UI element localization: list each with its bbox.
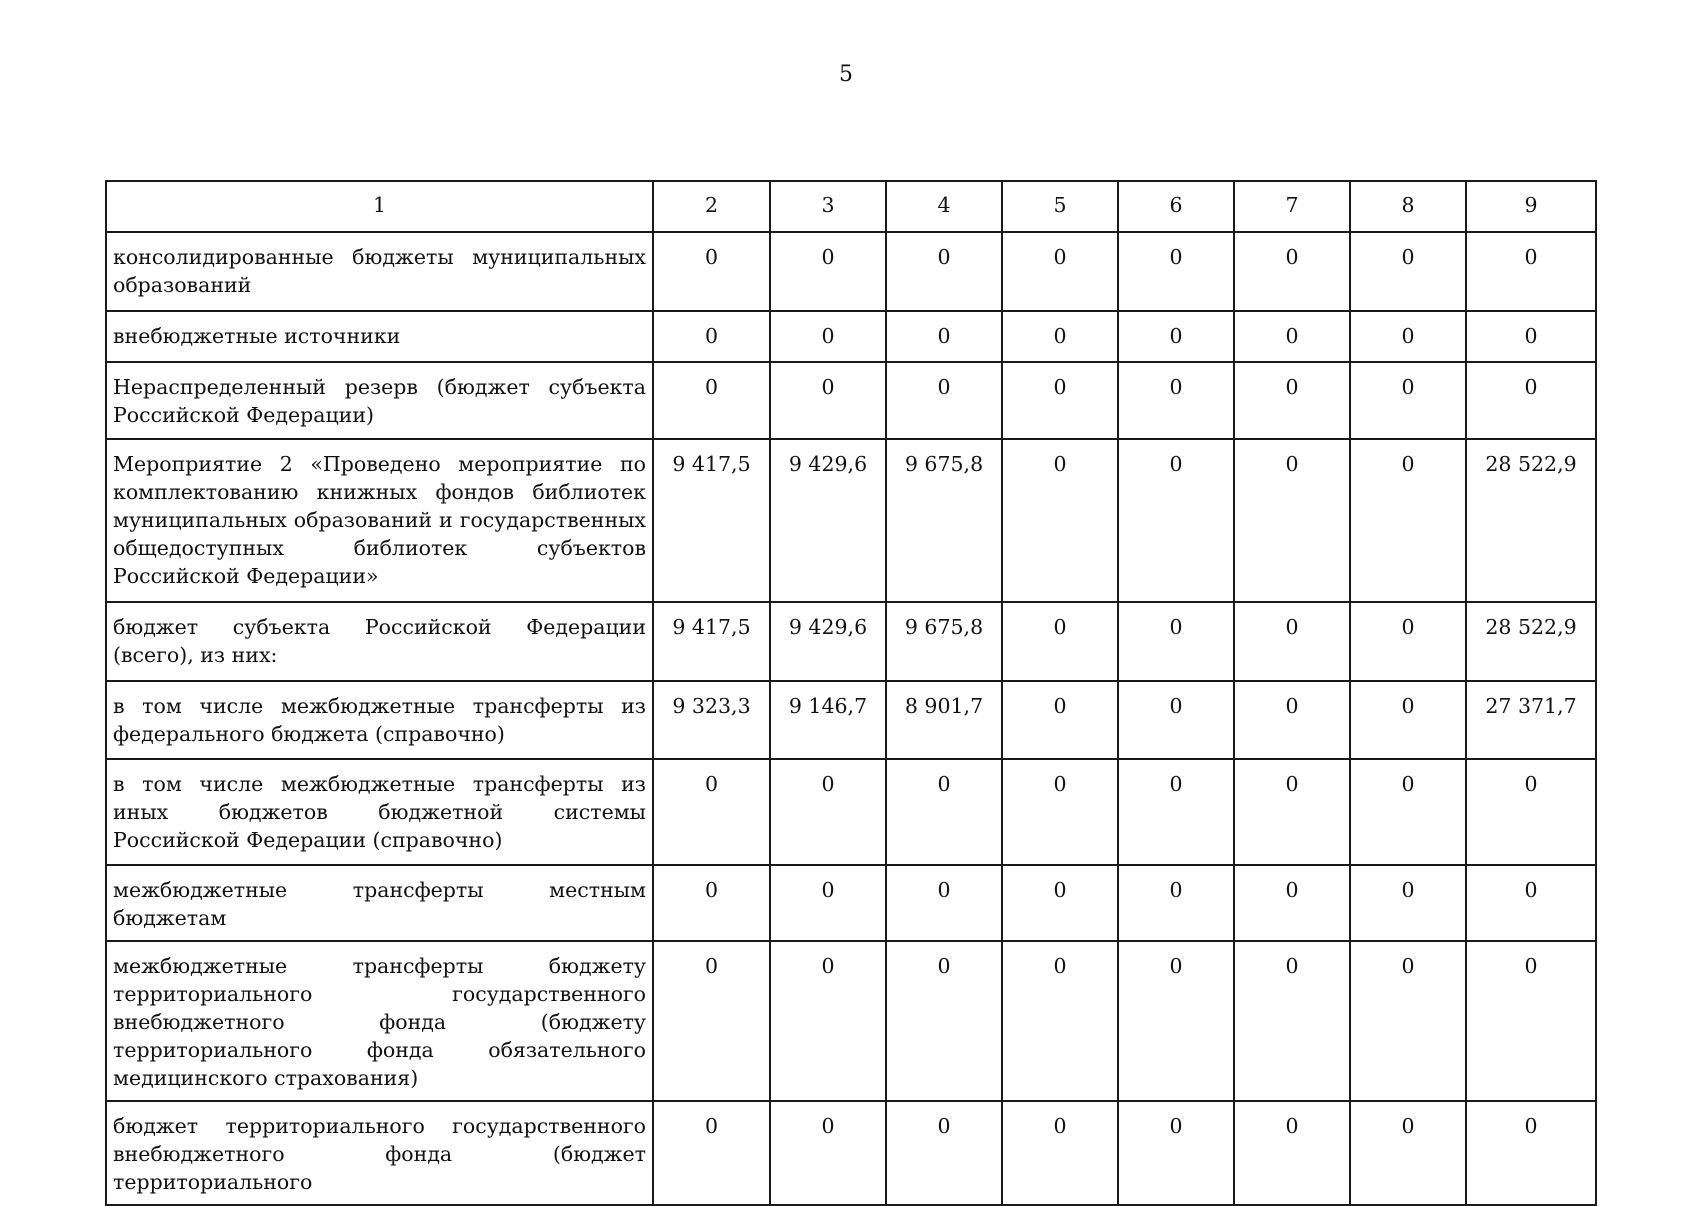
row-name-cell: внебюджетные источники bbox=[106, 311, 653, 362]
value-cell: 0 bbox=[1118, 232, 1234, 311]
value-cell: 0 bbox=[1118, 362, 1234, 439]
value-cell: 0 bbox=[653, 311, 770, 362]
header-cell: 9 bbox=[1466, 181, 1596, 232]
value-cell: 0 bbox=[1234, 439, 1350, 602]
header-cell: 2 bbox=[653, 181, 770, 232]
value-cell: 0 bbox=[1350, 941, 1466, 1101]
value-cell: 0 bbox=[1350, 681, 1466, 759]
value-cell: 0 bbox=[1234, 232, 1350, 311]
value-cell: 0 bbox=[1350, 439, 1466, 602]
value-cell: 0 bbox=[1234, 865, 1350, 941]
value-cell: 9 675,8 bbox=[886, 439, 1002, 602]
table-row bbox=[106, 681, 1596, 759]
value-cell: 0 bbox=[1350, 1101, 1466, 1205]
value-cell: 0 bbox=[1002, 311, 1118, 362]
value-cell: 0 bbox=[653, 1101, 770, 1205]
value-cell: 0 bbox=[1466, 759, 1596, 865]
row-name-cell: межбюджетные трансферты местным бюджетам bbox=[106, 865, 653, 941]
value-cell: 0 bbox=[770, 1101, 886, 1205]
value-cell: 9 417,5 bbox=[653, 602, 770, 681]
header-cell: 5 bbox=[1002, 181, 1118, 232]
value-cell: 0 bbox=[1002, 602, 1118, 681]
value-cell: 0 bbox=[1234, 941, 1350, 1101]
value-cell: 0 bbox=[1118, 311, 1234, 362]
value-cell: 0 bbox=[1350, 232, 1466, 311]
value-cell: 0 bbox=[1466, 941, 1596, 1101]
page-number: 5 bbox=[839, 62, 853, 87]
value-cell: 0 bbox=[1234, 311, 1350, 362]
budget-table bbox=[105, 180, 1597, 1206]
value-cell: 0 bbox=[1118, 759, 1234, 865]
table-header-row bbox=[106, 181, 1596, 232]
table-row bbox=[106, 941, 1596, 1101]
value-cell: 9 146,7 bbox=[770, 681, 886, 759]
value-cell: 0 bbox=[1002, 439, 1118, 602]
value-cell: 0 bbox=[1350, 602, 1466, 681]
value-cell: 0 bbox=[770, 941, 886, 1101]
value-cell: 9 417,5 bbox=[653, 439, 770, 602]
row-name-cell: Мероприятие 2 «Проведено мероприятие по комплектованию книжных фондов библиотек муниципальных образований и государственных общедоступных библиотек субъектов Российской Федерации» bbox=[106, 439, 653, 602]
value-cell: 0 bbox=[1234, 759, 1350, 865]
table-row bbox=[106, 311, 1596, 362]
value-cell: 0 bbox=[1350, 759, 1466, 865]
value-cell: 0 bbox=[653, 941, 770, 1101]
value-cell: 0 bbox=[1118, 865, 1234, 941]
header-cell: 6 bbox=[1118, 181, 1234, 232]
row-name-cell: бюджет территориального государственного внебюджетного фонда (бюджет территориального bbox=[106, 1101, 653, 1205]
header-cell: 1 bbox=[106, 181, 653, 232]
value-cell: 0 bbox=[770, 865, 886, 941]
value-cell: 9 429,6 bbox=[770, 439, 886, 602]
row-name-cell: Нераспределенный резерв (бюджет субъекта Российской Федерации) bbox=[106, 362, 653, 439]
value-cell: 0 bbox=[886, 311, 1002, 362]
value-cell: 0 bbox=[886, 941, 1002, 1101]
value-cell: 0 bbox=[653, 759, 770, 865]
value-cell: 0 bbox=[1234, 362, 1350, 439]
value-cell: 9 675,8 bbox=[886, 602, 1002, 681]
row-name-cell: межбюджетные трансферты бюджету территориального государственного внебюджетного фонда (бюджету территориального фонда обязательного медицинского страхования) bbox=[106, 941, 653, 1101]
header-cell: 4 bbox=[886, 181, 1002, 232]
value-cell: 0 bbox=[1118, 602, 1234, 681]
value-cell: 0 bbox=[1118, 941, 1234, 1101]
value-cell: 28 522,9 bbox=[1466, 439, 1596, 602]
value-cell: 0 bbox=[770, 311, 886, 362]
value-cell: 0 bbox=[1002, 941, 1118, 1101]
value-cell: 0 bbox=[1234, 1101, 1350, 1205]
value-cell: 0 bbox=[1350, 865, 1466, 941]
table-row bbox=[106, 362, 1596, 439]
value-cell: 0 bbox=[1002, 865, 1118, 941]
value-cell: 0 bbox=[1002, 681, 1118, 759]
value-cell: 0 bbox=[1118, 1101, 1234, 1205]
table-row bbox=[106, 439, 1596, 602]
value-cell: 0 bbox=[1466, 865, 1596, 941]
row-name-cell: в том числе межбюджетные трансферты из иных бюджетов бюджетной системы Российской Федерации (справочно) bbox=[106, 759, 653, 865]
value-cell: 0 bbox=[886, 865, 1002, 941]
row-name-cell: в том числе межбюджетные трансферты из федерального бюджета (справочно) bbox=[106, 681, 653, 759]
table-row bbox=[106, 759, 1596, 865]
table-row bbox=[106, 1101, 1596, 1205]
value-cell: 8 901,7 bbox=[886, 681, 1002, 759]
value-cell: 0 bbox=[1234, 681, 1350, 759]
value-cell: 28 522,9 bbox=[1466, 602, 1596, 681]
value-cell: 0 bbox=[1002, 232, 1118, 311]
value-cell: 0 bbox=[1466, 232, 1596, 311]
value-cell: 0 bbox=[1002, 1101, 1118, 1205]
value-cell: 9 429,6 bbox=[770, 602, 886, 681]
row-name-cell: бюджет субъекта Российской Федерации (всего), из них: bbox=[106, 602, 653, 681]
value-cell: 0 bbox=[653, 362, 770, 439]
value-cell: 0 bbox=[1118, 681, 1234, 759]
value-cell: 0 bbox=[653, 232, 770, 311]
value-cell: 0 bbox=[770, 759, 886, 865]
table-row bbox=[106, 865, 1596, 941]
table-row bbox=[106, 602, 1596, 681]
value-cell: 0 bbox=[886, 1101, 1002, 1205]
value-cell: 0 bbox=[1118, 439, 1234, 602]
value-cell: 0 bbox=[1466, 311, 1596, 362]
table-row bbox=[106, 232, 1596, 311]
value-cell: 0 bbox=[886, 362, 1002, 439]
header-cell: 7 bbox=[1234, 181, 1350, 232]
header-cell: 8 bbox=[1350, 181, 1466, 232]
value-cell: 0 bbox=[1466, 1101, 1596, 1205]
value-cell: 0 bbox=[1350, 311, 1466, 362]
value-cell: 0 bbox=[1002, 362, 1118, 439]
header-cell: 3 bbox=[770, 181, 886, 232]
value-cell: 0 bbox=[770, 232, 886, 311]
value-cell: 0 bbox=[1350, 362, 1466, 439]
value-cell: 0 bbox=[1466, 362, 1596, 439]
row-name-cell: консолидированные бюджеты муниципальных образований bbox=[106, 232, 653, 311]
value-cell: 0 bbox=[1234, 602, 1350, 681]
value-cell: 0 bbox=[770, 362, 886, 439]
value-cell: 0 bbox=[653, 865, 770, 941]
value-cell: 9 323,3 bbox=[653, 681, 770, 759]
value-cell: 27 371,7 bbox=[1466, 681, 1596, 759]
value-cell: 0 bbox=[886, 232, 1002, 311]
value-cell: 0 bbox=[886, 759, 1002, 865]
value-cell: 0 bbox=[1002, 759, 1118, 865]
